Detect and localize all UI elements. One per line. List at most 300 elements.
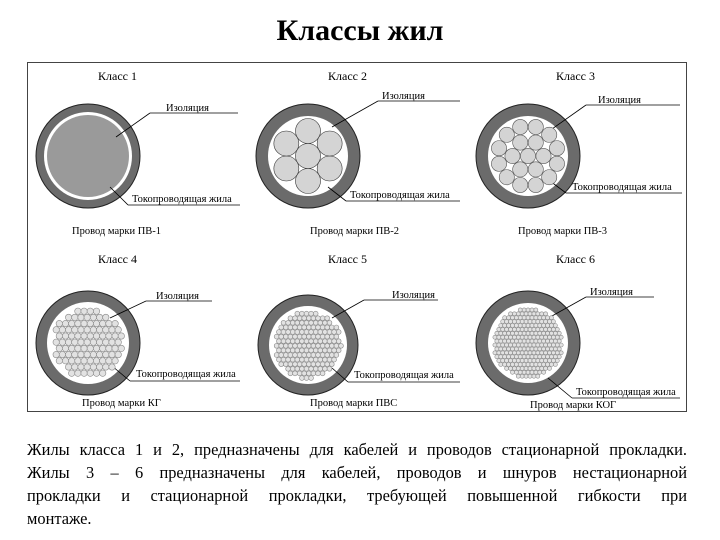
strand: [56, 358, 62, 364]
strand: [542, 370, 546, 374]
strand: [286, 357, 291, 362]
strand: [538, 363, 542, 367]
strand: [309, 320, 314, 325]
strand: [78, 364, 84, 370]
insulation-label: Изоляция: [598, 95, 641, 106]
strand: [534, 324, 538, 328]
strand: [518, 331, 522, 335]
description-line: Жилы 3 – 6 предназначены для кабелей, проводов и шнуров нестационарной: [27, 463, 687, 482]
strand: [510, 370, 514, 374]
strand: [518, 355, 522, 359]
strand: [512, 366, 516, 370]
class-5-cell: [248, 238, 468, 413]
strand: [311, 316, 316, 321]
strand: [81, 345, 87, 351]
strand: [516, 374, 520, 378]
strand: [548, 343, 552, 347]
strand: [300, 330, 305, 335]
strand: [536, 359, 540, 363]
strand: [281, 357, 286, 362]
strand: [555, 359, 559, 363]
strand: [514, 339, 518, 343]
strand: [313, 348, 318, 353]
strand: [283, 325, 288, 330]
strand: [100, 320, 106, 326]
class-1-cell: [28, 63, 248, 238]
strand: [509, 312, 513, 316]
conductor-label: Токопроводящая жила: [350, 190, 450, 201]
strand: [544, 351, 548, 355]
strand: [501, 320, 505, 324]
strand: [512, 343, 516, 347]
strand: [100, 333, 106, 339]
strand: [295, 348, 300, 353]
strand: [540, 343, 544, 347]
strand: [491, 141, 506, 156]
strand: [522, 347, 526, 351]
strand: [516, 335, 520, 339]
strand: [507, 339, 511, 343]
strand: [509, 351, 513, 355]
strand: [274, 343, 279, 348]
strand: [534, 316, 538, 320]
strand: [499, 170, 514, 185]
strand: [512, 320, 516, 324]
strand: [297, 325, 302, 330]
strand: [497, 343, 501, 347]
strand: [96, 327, 102, 333]
strand: [528, 343, 532, 347]
strand: [96, 339, 102, 345]
class-5-cross-section: [248, 238, 468, 413]
strand: [286, 366, 291, 371]
strand: [534, 308, 538, 312]
strand: [524, 343, 528, 347]
strand: [557, 339, 561, 343]
strand: [497, 351, 501, 355]
strand: [495, 355, 499, 359]
strand: [332, 348, 337, 353]
strand: [288, 334, 293, 339]
strand: [542, 347, 546, 351]
strand: [551, 351, 555, 355]
strand: [302, 353, 307, 358]
strand: [518, 324, 522, 328]
conductor-label: Токопроводящая жила: [136, 369, 236, 380]
strand: [112, 358, 118, 364]
class-6-cell: [468, 238, 688, 413]
strand: [81, 370, 87, 376]
strand: [90, 364, 96, 370]
strand: [279, 343, 284, 348]
strand: [540, 327, 544, 331]
strand: [532, 320, 536, 324]
strand: [528, 162, 543, 177]
strand: [103, 351, 109, 357]
strand: [528, 320, 532, 324]
strand: [323, 357, 328, 362]
strand: [542, 339, 546, 343]
strand: [106, 320, 112, 326]
strand: [559, 343, 563, 347]
strand: [514, 347, 518, 351]
conductor-label: Токопроводящая жила: [354, 370, 454, 381]
strand: [514, 370, 518, 374]
strand: [295, 311, 300, 316]
strand: [534, 370, 538, 374]
strand: [309, 311, 314, 316]
strand: [526, 324, 530, 328]
strand: [551, 343, 555, 347]
strand: [329, 325, 334, 330]
strand: [528, 335, 532, 339]
strand: [507, 331, 511, 335]
strand: [56, 333, 62, 339]
strand: [87, 320, 93, 326]
strand: [320, 325, 325, 330]
strand: [281, 348, 286, 353]
strand: [56, 320, 62, 326]
strand: [84, 351, 90, 357]
strand: [72, 364, 78, 370]
strand: [528, 374, 532, 378]
strand: [491, 156, 506, 171]
strand: [296, 169, 321, 194]
strand: [540, 312, 544, 316]
strand: [530, 308, 534, 312]
strand: [318, 357, 323, 362]
strand: [96, 351, 102, 357]
strand: [93, 358, 99, 364]
strand: [286, 348, 291, 353]
strand: [559, 335, 563, 339]
strand: [513, 162, 528, 177]
class-1-label: Класс 1: [98, 69, 137, 83]
strand: [304, 357, 309, 362]
strand: [549, 156, 564, 171]
strand: [532, 359, 536, 363]
description-text: [27, 438, 687, 530]
strand: [534, 339, 538, 343]
strand: [283, 362, 288, 367]
strand: [283, 334, 288, 339]
strand: [528, 135, 543, 150]
strand: [309, 366, 314, 371]
class-1-cross-section: [28, 63, 248, 238]
strand: [59, 351, 65, 357]
strand: [526, 316, 530, 320]
strand: [78, 339, 84, 345]
strand: [528, 366, 532, 370]
strand: [304, 311, 309, 316]
strand: [509, 320, 513, 324]
class-3-cross-section: [468, 63, 688, 238]
strand: [507, 324, 511, 328]
strand: [553, 339, 557, 343]
wire-label: Провод марки ПВ-3: [518, 226, 608, 237]
strand: [332, 330, 337, 335]
strand: [501, 359, 505, 363]
strand: [306, 325, 311, 330]
strand: [297, 334, 302, 339]
strand: [555, 335, 559, 339]
strand: [279, 325, 284, 330]
strand: [306, 334, 311, 339]
strand: [327, 339, 332, 344]
strand: [297, 362, 302, 367]
strand: [536, 351, 540, 355]
strand: [505, 366, 509, 370]
strand: [274, 131, 299, 156]
strand: [313, 320, 318, 325]
strand: [72, 327, 78, 333]
strand: [553, 363, 557, 367]
strand: [499, 127, 514, 142]
strand: [538, 347, 542, 351]
strand: [279, 362, 284, 367]
strand: [503, 316, 507, 320]
strand: [318, 348, 323, 353]
strand: [69, 345, 75, 351]
strand: [118, 333, 124, 339]
strand: [542, 170, 557, 185]
strand: [534, 347, 538, 351]
strand: [100, 358, 106, 364]
strand: [334, 334, 339, 339]
strand: [548, 359, 552, 363]
strand: [499, 355, 503, 359]
strand: [536, 343, 540, 347]
strand: [518, 347, 522, 351]
strand: [81, 308, 87, 314]
strand: [520, 366, 524, 370]
strand: [300, 320, 305, 325]
strand: [544, 327, 548, 331]
strand: [544, 366, 548, 370]
strand: [93, 345, 99, 351]
strand: [311, 371, 316, 376]
strand: [530, 316, 534, 320]
strand: [304, 339, 309, 344]
strand: [281, 320, 286, 325]
strand: [311, 353, 316, 358]
strand: [293, 343, 298, 348]
strand: [549, 339, 553, 343]
strand: [524, 320, 528, 324]
strand: [281, 330, 286, 335]
strand: [548, 327, 552, 331]
strand: [553, 347, 557, 351]
strand: [293, 325, 298, 330]
strand: [327, 348, 332, 353]
strand: [542, 316, 546, 320]
strand: [520, 312, 524, 316]
strand: [555, 343, 559, 347]
strand: [103, 364, 109, 370]
strand: [293, 362, 298, 367]
strand: [318, 320, 323, 325]
strand: [309, 348, 314, 353]
strand: [526, 331, 530, 335]
strand: [84, 364, 90, 370]
strand: [522, 370, 526, 374]
strand: [300, 357, 305, 362]
description-line: монтаже.: [27, 509, 92, 528]
strand: [507, 355, 511, 359]
strand: [320, 362, 325, 367]
strand: [316, 371, 321, 376]
strand: [551, 335, 555, 339]
strand: [302, 325, 307, 330]
strand: [59, 327, 65, 333]
strand: [288, 325, 293, 330]
strand: [532, 335, 536, 339]
strand: [306, 353, 311, 358]
strand: [510, 339, 514, 343]
strand: [546, 347, 550, 351]
class-2-label: Класс 2: [328, 69, 367, 83]
strand: [296, 144, 321, 169]
strand: [518, 339, 522, 343]
strand: [497, 359, 501, 363]
strand: [309, 339, 314, 344]
strand: [93, 333, 99, 339]
strand: [524, 327, 528, 331]
strand: [274, 353, 279, 358]
strand: [300, 348, 305, 353]
strand: [530, 355, 534, 359]
strand: [72, 351, 78, 357]
strand: [87, 333, 93, 339]
strand: [501, 327, 505, 331]
strand: [528, 351, 532, 355]
strand: [505, 320, 509, 324]
strand: [524, 359, 528, 363]
strand: [109, 351, 115, 357]
strand: [501, 351, 505, 355]
strand: [518, 308, 522, 312]
strand: [65, 327, 71, 333]
strand: [512, 335, 516, 339]
strand: [493, 335, 497, 339]
strand: [505, 327, 509, 331]
strand: [538, 316, 542, 320]
strand: [62, 358, 68, 364]
strand: [557, 355, 561, 359]
strand: [115, 351, 121, 357]
strand: [81, 320, 87, 326]
strand: [313, 339, 318, 344]
wire-label: Провод марки ПВС: [310, 398, 398, 409]
class-2-cell: [248, 63, 468, 238]
strand: [503, 363, 507, 367]
strand: [557, 331, 561, 335]
strand: [510, 355, 514, 359]
strand: [297, 343, 302, 348]
strand: [546, 363, 550, 367]
strand: [532, 312, 536, 316]
strand: [512, 359, 516, 363]
strand: [536, 335, 540, 339]
strand: [293, 371, 298, 376]
strand: [72, 339, 78, 345]
strand: [90, 314, 96, 320]
strand: [548, 366, 552, 370]
strand: [526, 363, 530, 367]
strand: [530, 370, 534, 374]
strand: [544, 312, 548, 316]
strand: [302, 343, 307, 348]
strand: [277, 348, 282, 353]
strand: [546, 331, 550, 335]
strand: [534, 363, 538, 367]
strand: [520, 343, 524, 347]
strand: [296, 119, 321, 144]
strand: [499, 324, 503, 328]
strand: [313, 366, 318, 371]
strand: [514, 324, 518, 328]
strand: [87, 345, 93, 351]
strand: [109, 339, 115, 345]
strand: [274, 334, 279, 339]
strand: [559, 351, 563, 355]
insulation-label: Изоляция: [156, 291, 199, 302]
strand: [548, 335, 552, 339]
strand: [334, 325, 339, 330]
strand: [534, 355, 538, 359]
strand: [503, 355, 507, 359]
strand: [295, 330, 300, 335]
strand: [87, 370, 93, 376]
strand: [293, 353, 298, 358]
strand: [526, 308, 530, 312]
strand: [532, 351, 536, 355]
strand: [510, 347, 514, 351]
strand: [90, 351, 96, 357]
strand: [109, 364, 115, 370]
strand: [72, 314, 78, 320]
strand: [65, 314, 71, 320]
diagram-frame: [27, 62, 687, 412]
strand: [96, 314, 102, 320]
strand: [524, 374, 528, 378]
strand: [286, 339, 291, 344]
wire-label: Провод марки ПВ-1: [72, 226, 162, 237]
strand: [316, 353, 321, 358]
strand: [302, 334, 307, 339]
strand: [309, 357, 314, 362]
strand: [524, 312, 528, 316]
strand: [526, 339, 530, 343]
strand: [495, 347, 499, 351]
strand: [534, 331, 538, 335]
strand: [551, 359, 555, 363]
strand: [286, 330, 291, 335]
strand: [528, 177, 543, 192]
strand: [499, 339, 503, 343]
strand: [497, 327, 501, 331]
strand: [306, 316, 311, 321]
strand: [540, 366, 544, 370]
strand: [546, 324, 550, 328]
strand: [549, 141, 564, 156]
strand: [93, 308, 99, 314]
insulation-label: Изоляция: [392, 290, 435, 301]
strand: [507, 363, 511, 367]
strand: [323, 348, 328, 353]
strand: [56, 345, 62, 351]
strand: [313, 311, 318, 316]
